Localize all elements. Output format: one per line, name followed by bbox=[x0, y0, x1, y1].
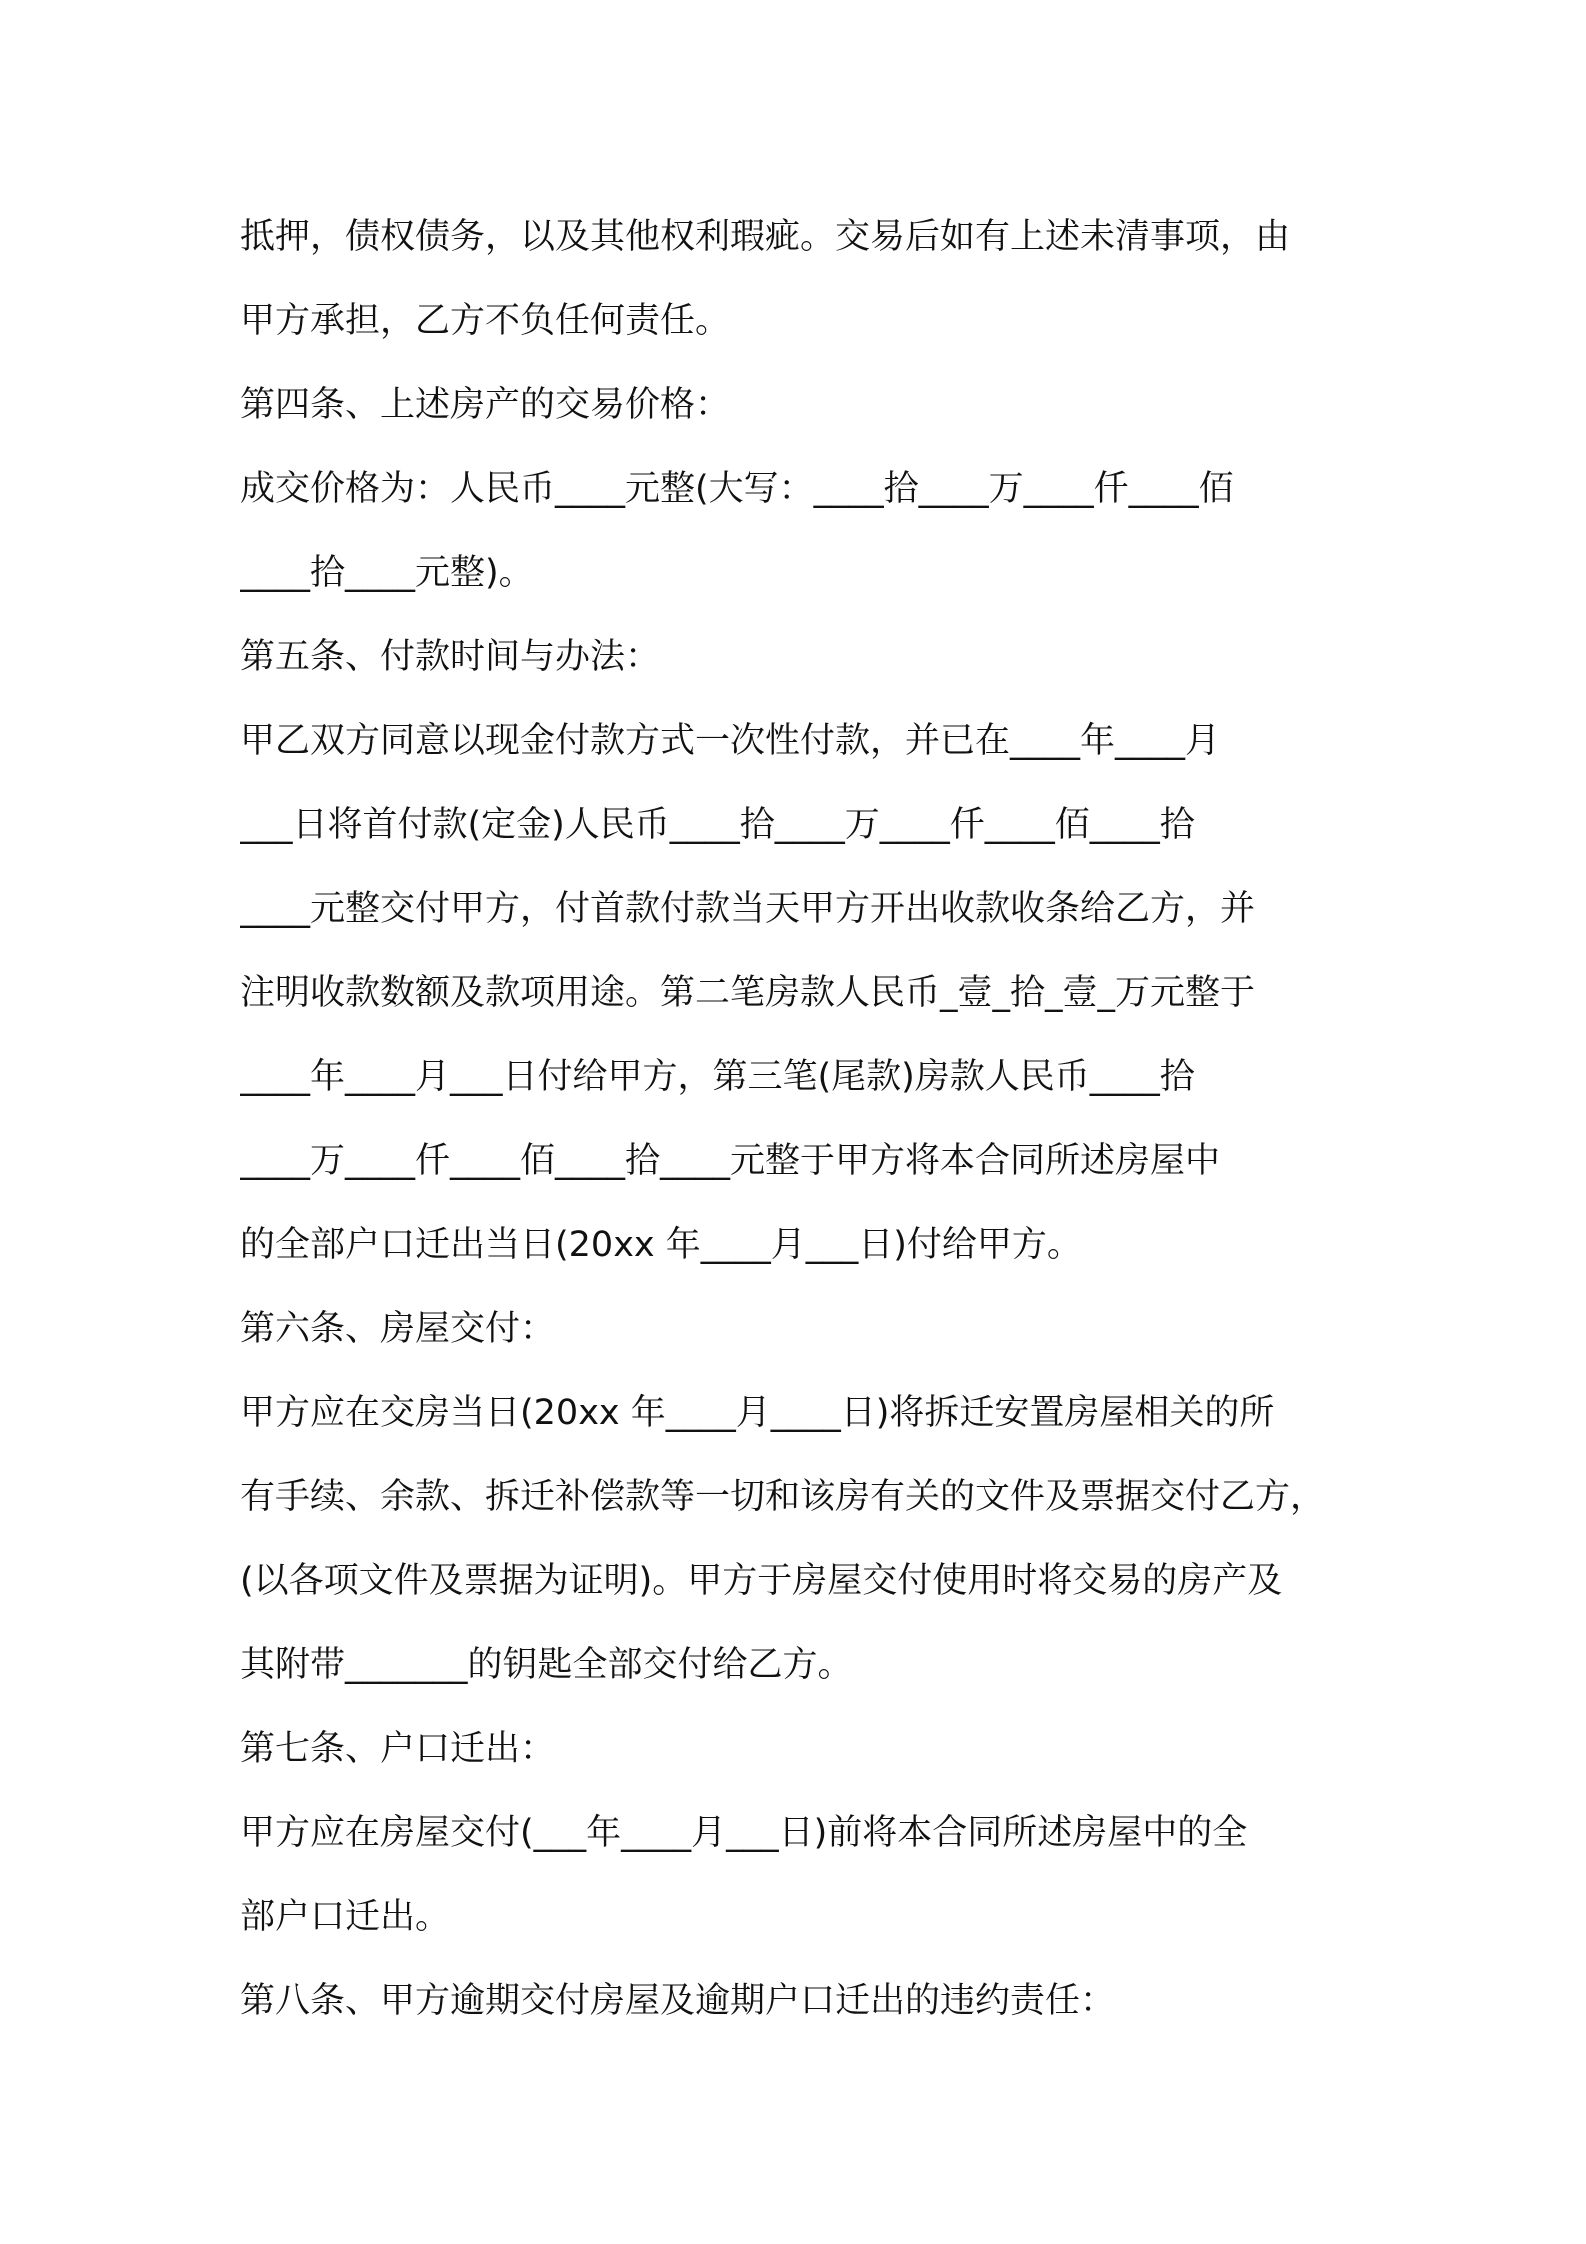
text-line: 部户口迁出。 bbox=[240, 1897, 451, 1937]
text-line: (以各项文件及票据为证明)。甲方于房屋交付使用时将交易的房产及 bbox=[240, 1561, 1283, 1601]
text-line: 其附带_______的钥匙全部交付给乙方。 bbox=[240, 1645, 853, 1685]
document-body bbox=[240, 195, 1360, 2043]
text-line: ____元整交付甲方，付首款付款当天甲方开出收款收条给乙方，并 bbox=[240, 889, 1256, 929]
text-line: 成交价格为：人民币____元整(大写：____拾____万____仟____佰 bbox=[240, 469, 1234, 509]
text-line: 甲方承担，乙方不负任何责任。 bbox=[240, 301, 731, 341]
text-line: 注明收款数额及款项用途。第二笔房款人民币_壹_拾_壹_万元整于 bbox=[240, 973, 1256, 1013]
text-line: 甲乙双方同意以现金付款方式一次性付款，并已在____年____月 bbox=[240, 721, 1221, 761]
clause-heading-7: 第七条、户口迁出： bbox=[240, 1729, 556, 1769]
clause-heading-8: 第八条、甲方逾期交付房屋及逾期户口迁出的违约责任： bbox=[240, 1981, 1116, 2021]
clause-heading-6: 第六条、房屋交付： bbox=[240, 1309, 556, 1349]
text-line: 甲方应在交房当日(20xx 年____月____日)将拆迁安置房屋相关的所 bbox=[240, 1393, 1275, 1433]
text-line: 有手续、余款、拆迁补偿款等一切和该房有关的文件及票据交付乙方， bbox=[240, 1477, 1326, 1517]
text-line: 的全部户口迁出当日(20xx 年____月___日)付给甲方。 bbox=[240, 1225, 1082, 1265]
clause-heading-4: 第四条、上述房产的交易价格： bbox=[240, 385, 731, 425]
text-line: ____年____月___日付给甲方，第三笔(尾款)房款人民币____拾 bbox=[240, 1057, 1195, 1097]
text-line: 抵押，债权债务，以及其他权利瑕疵。交易后如有上述未清事项，由 bbox=[240, 217, 1291, 257]
text-line: 甲方应在房屋交付(___年____月___日)前将本合同所述房屋中的全 bbox=[240, 1813, 1248, 1853]
text-line: ____拾____元整)。 bbox=[240, 553, 534, 593]
text-line: ___日将首付款(定金)人民币____拾____万____仟____佰____拾 bbox=[240, 805, 1195, 845]
clause-heading-5: 第五条、付款时间与办法： bbox=[240, 637, 661, 677]
text-line: ____万____仟____佰____拾____元整于甲方将本合同所述房屋中 bbox=[240, 1141, 1221, 1181]
